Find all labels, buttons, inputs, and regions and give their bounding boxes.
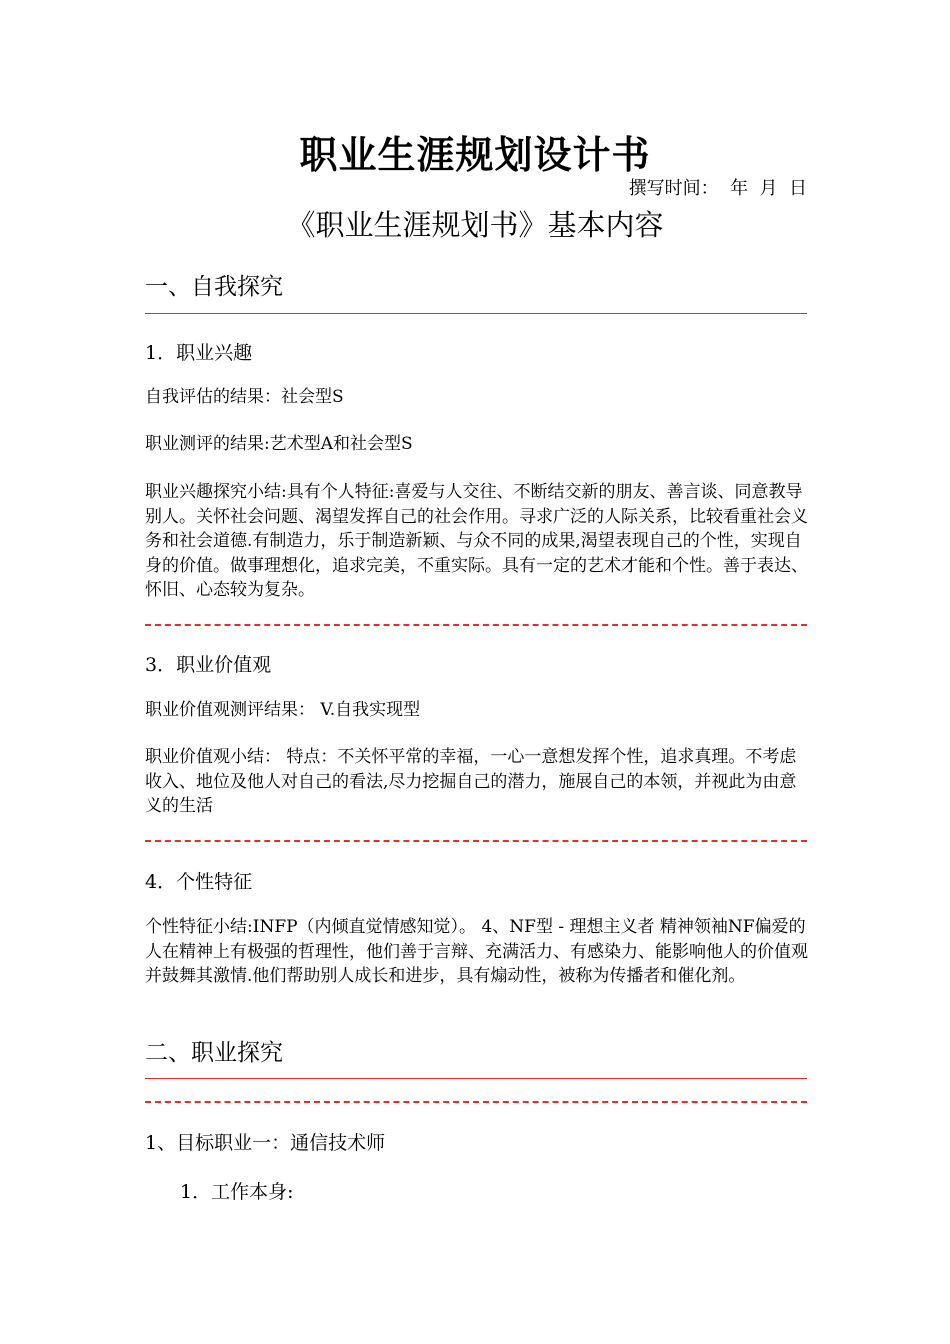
values-test-result: 职业价值观测评结果： V.自我实现型 (145, 700, 421, 720)
heading-target-career-one: 1、目标职业一：通信技术师 (145, 1132, 386, 1154)
self-evaluation-result: 自我评估的结果：社会型S (145, 387, 344, 407)
heading-career-values: 3．职业价值观 (145, 654, 272, 676)
heading-personality: 4．个性特征 (145, 871, 253, 893)
document-subtitle: 《职业生涯规划书》基本内容 (286, 208, 664, 242)
section-divider-solid (145, 1078, 807, 1079)
personality-summary-paragraph: 个性特征小结:INFP（内倾直觉情感知觉）。 4、NF型 - 理想主义者 精神领袖NF偏爱的人在精神上有极强的哲理性，他们善于言辩、充满活力、有感染力、能影响他人的价值观并鼓舞其激情.他们帮助别人成长和进步，具有煽动性，被称为传播者和催化剂。 (145, 917, 808, 986)
heading-job-itself: 1．工作本身: (180, 1181, 294, 1203)
document-title: 职业生涯规划设计书 (299, 133, 651, 177)
values-summary-paragraph: 职业价值观小结： 特点：不关怀平常的幸福，一心一意想发挥个性，追求真理。不考虑收入、地位及他人对自己的看法,尽力挖掘自己的潜力，施展自己的本领，并视此为由意义的生活 (145, 747, 797, 816)
section-divider-dashed (145, 624, 807, 626)
writing-date-line: 撰写时间： 年 月 日 (628, 178, 807, 199)
section-divider-solid (145, 313, 807, 314)
section-heading-self-exploration: 一、自我探究 (145, 274, 283, 300)
career-test-result: 职业测评的结果:艺术型A和社会型S (145, 434, 413, 454)
heading-career-interest: 1．职业兴趣 (145, 342, 253, 364)
interest-summary-paragraph: 职业兴趣探究小结:具有个人特征:喜爱与人交往、不断结交新的朋友、善言谈、同意教导别人。关怀社会问题、渴望发挥自己的社会作用。寻求广泛的人际关系，比较看重社会义务和社会道德.有制造力，乐于制造新颖、与众不同的成果,渴望表现自己的个性，实现自身的价值。做事理想化，追求完美，不重实际。具有一定的艺术才能和个性。善于表达、怀旧、心态较为复杂。 (145, 482, 808, 600)
section-divider-dashed (145, 840, 807, 842)
section-heading-career-exploration: 二、职业探究 (145, 1040, 283, 1066)
section-divider-dashed (145, 1101, 807, 1103)
